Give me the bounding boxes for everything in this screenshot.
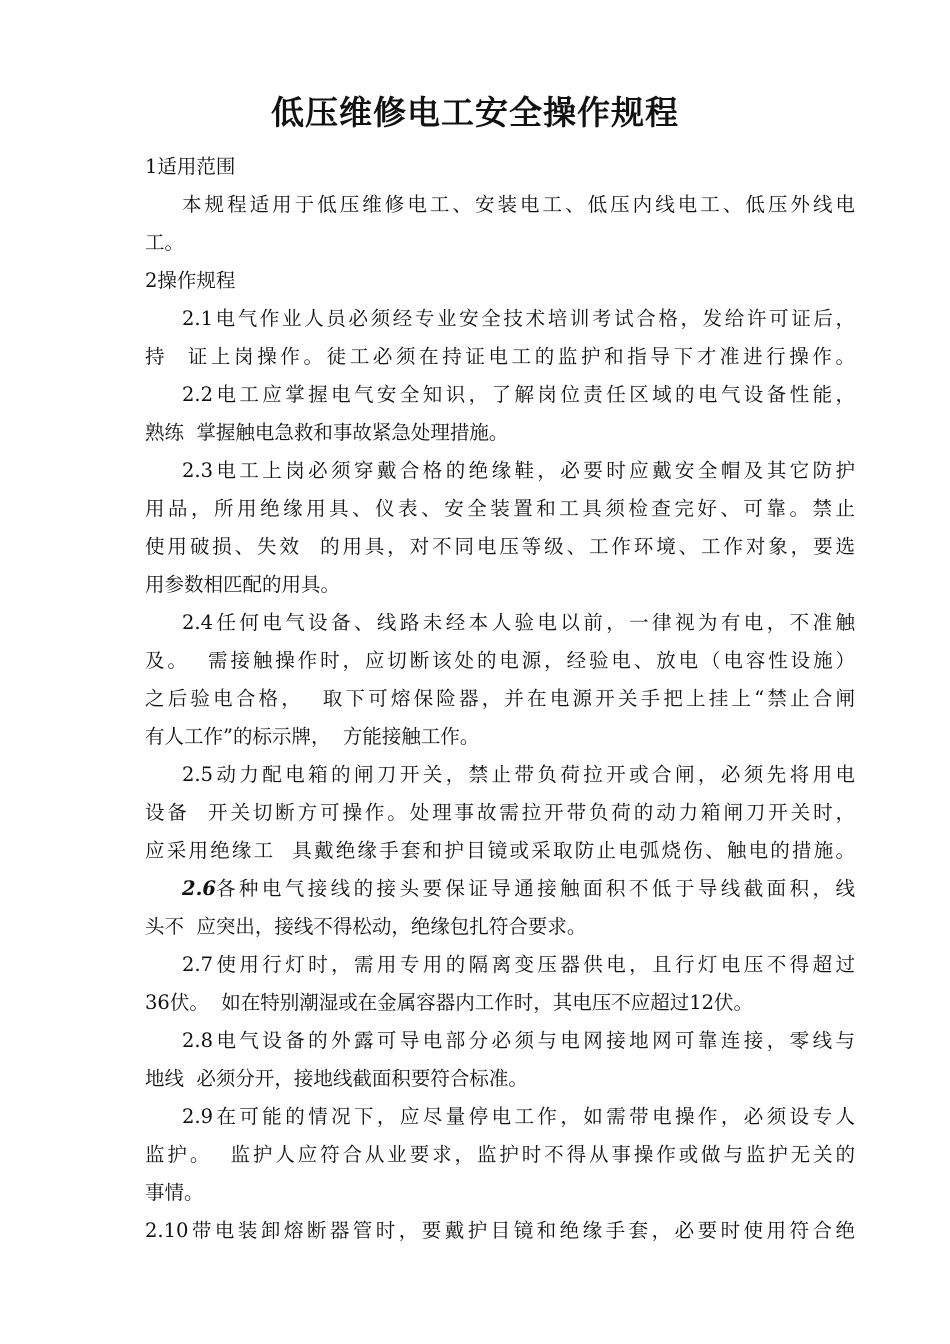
paragraph-line: 持 证上岗操作。徒工必须在持证电工的监护和指导下才准进行操作。 xyxy=(145,345,855,368)
paragraph-line: 有人工作”的标示牌， 方能接触工作。 xyxy=(145,725,480,748)
document-title: 低压维修电工安全操作规程 xyxy=(271,93,679,132)
paragraph-line: 2.3电工上岗必须穿戴合格的绝缘鞋，必要时应戴安全帽及其它防护 xyxy=(182,459,855,482)
section-heading-1: 1适用范围 xyxy=(145,155,236,178)
paragraph-line: 2.1电气作业人员必须经专业安全技术培训考试合格，发给许可证后， xyxy=(182,307,855,330)
paragraph-line: 用参数相匹配的用具。 xyxy=(145,573,341,596)
paragraph-line: 本规程适用于低压维修电工、安装电工、低压内线电工、低压外线电 xyxy=(182,193,855,216)
paragraph-line: 之后验电合格， 取下可熔保险器，并在电源开关手把上挂上“禁止合闸 xyxy=(145,687,855,710)
paragraph-line: 头不 应突出，接线不得松动，绝缘包扎符合要求。 xyxy=(145,915,587,938)
section-heading-2: 2操作规程 xyxy=(145,269,236,292)
paragraph-line: 2.4任何电气设备、线路未经本人验电以前，一律视为有电，不准触 xyxy=(182,611,855,634)
paragraph-line: 熟练 掌握触电急救和事故紧急处理措施。 xyxy=(145,421,509,444)
paragraph-line: 2.2电工应掌握电气安全知识，了解岗位责任区域的电气设备性能， xyxy=(182,383,855,406)
paragraph-line: 及。 需接触操作时，应切断该处的电源，经验电、放电（电容性设施） xyxy=(145,649,855,672)
paragraph-line: 事情。 xyxy=(145,1181,204,1204)
paragraph-line: 监护。 监护人应符合从业要求，监护时不得从事操作或做与监护无关的 xyxy=(145,1143,855,1166)
paragraph-line: 2.10带电装卸熔断器管时，要戴护目镜和绝缘手套，必要时使用符合绝 xyxy=(145,1219,855,1242)
paragraph-line: 2.5动力配电箱的闸刀开关，禁止带负荷拉开或合闸，必须先将用电 xyxy=(182,763,855,786)
paragraph-text: 各种电气接线的接头要保证导通接触面积不低于导线截面积，线 xyxy=(215,877,855,900)
clause-number: 2.6 xyxy=(182,877,216,900)
paragraph-line: 应采用绝缘工 具戴绝缘手套和护目镜或采取防止电弧烧伤、触电的措施。 xyxy=(145,839,855,862)
paragraph-line: 设备 开关切断方可操作。处理事故需拉开带负荷的动力箱闸刀开关时， xyxy=(145,801,855,824)
paragraph-line: 2.9在可能的情况下，应尽量停电工作，如需带电操作，必须设专人 xyxy=(182,1105,855,1128)
paragraph-line: 使用破损、失效 的用具，对不同电压等级、工作环境、工作对象，要选 xyxy=(145,535,855,558)
paragraph-line: 36伏。 如在特别潮湿或在金属容器内工作时，其电压不应超过12伏。 xyxy=(145,991,754,1014)
paragraph-line: 用品，所用绝缘用具、仪表、安全装置和工具须检查完好、可靠。禁止 xyxy=(145,497,855,520)
paragraph-line: 地线 必须分开，接地线截面积要符合标准。 xyxy=(145,1067,528,1090)
paragraph-line: 2.7使用行灯时，需用专用的隔离变压器供电，且行灯电压不得超过 xyxy=(182,953,855,976)
paragraph-line xyxy=(182,874,855,904)
paragraph-line: 2.8电气设备的外露可导电部分必须与电网接地网可靠连接，零线与 xyxy=(182,1029,855,1052)
paragraph-line: 工。 xyxy=(145,231,185,254)
